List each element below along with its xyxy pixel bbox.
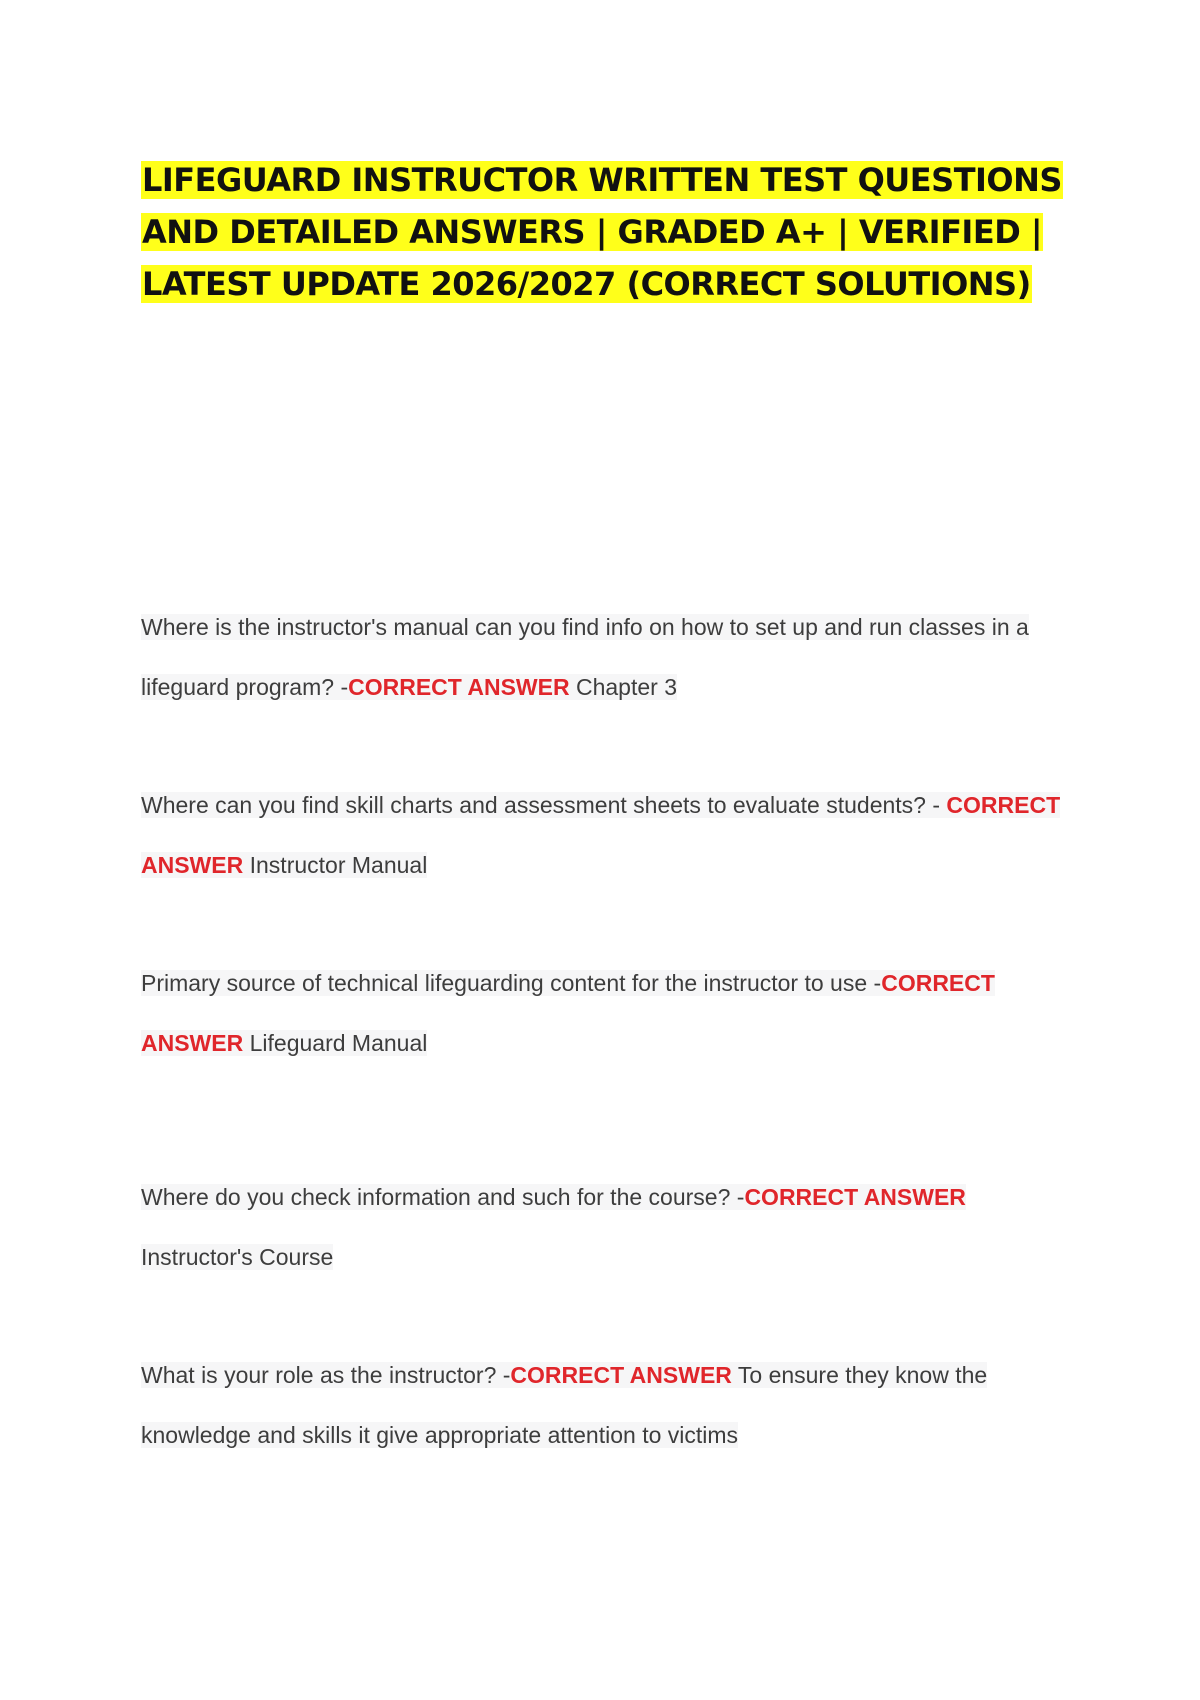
qa-item-5 xyxy=(141,1345,1081,1465)
qa-item-4 xyxy=(141,1167,1081,1287)
answer-text: Instructor's Course xyxy=(141,1244,334,1270)
question-text: Where can you find skill charts and assessment sheets to evaluate students? - xyxy=(141,792,947,818)
document-title xyxy=(141,154,1081,310)
question-text: Where do you check information and such for the course? - xyxy=(141,1184,745,1210)
answer-text: Lifeguard Manual xyxy=(243,1030,428,1056)
question-text: Where is the instructor's manual can you find info on how to set up and run classes in a lifeguard program? - xyxy=(141,614,1029,700)
qa-item-1 xyxy=(141,597,1081,717)
correct-answer-label: CORRECT ANSWER xyxy=(744,1184,966,1210)
correct-answer-label: CORRECT ANSWER xyxy=(348,674,570,700)
answer-text: Chapter 3 xyxy=(569,674,677,700)
qa-item-3 xyxy=(141,953,1081,1073)
document-title-text: LIFEGUARD INSTRUCTOR WRITTEN TEST QUESTIONS AND DETAILED ANSWERS | GRADED A+ | VERIFIED | LATEST UPDATE 2026/2027 (CORRECT SOLUTIONS) xyxy=(142,161,1062,303)
correct-answer-label: CORRECT ANSWER xyxy=(510,1362,732,1388)
question-text: What is your role as the instructor? - xyxy=(141,1362,511,1388)
question-text: Primary source of technical lifeguarding content for the instructor to use - xyxy=(141,970,882,996)
answer-text: Instructor Manual xyxy=(243,852,428,878)
answer-text: To ensure they know the knowledge and skills it give appropriate attention to victims xyxy=(141,1362,988,1448)
correct-answer-label: CORRECT ANSWER xyxy=(141,970,995,1056)
correct-answer-label: CORRECT ANSWER xyxy=(141,792,1061,878)
qa-item-2 xyxy=(141,775,1081,895)
